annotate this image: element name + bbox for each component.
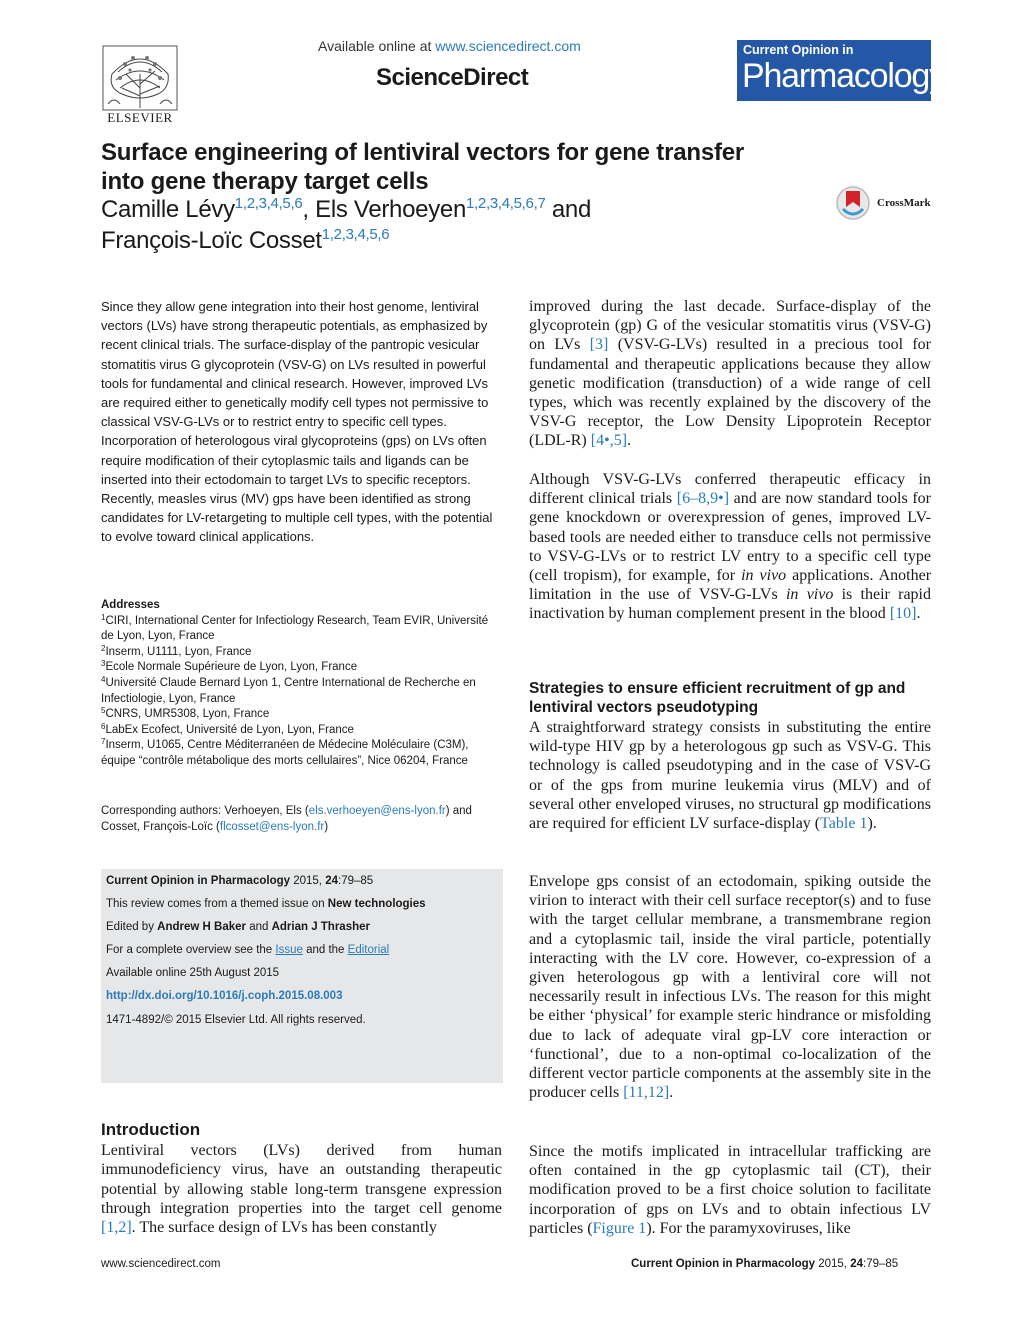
author-name[interactable]: François-Loïc Cosset	[101, 227, 322, 254]
abstract: Since they allow gene integration into their host genome, lentiviral vectors (LVs) have strong therapeutic potentials, as emphasized by recent clinical trials. The surface-display of the pantropic vesicular stomatitis virus G glycoprotein (VSV-G) on LVs resulted in powerful tools for fundamental and clinical research. However, improved LVs are required either to genetically modify cell types not permissive to classical VSV-G-LVs or to restrict entry to specific cell types. Incorporation of heterologous viral glycoproteins (gps) on LVs often require modification of their cytoplasmic tails and ligands can be inserted into their ectodomain to target LVs to specific receptors. Recently, measles virus (MV) gps have been identified as strong candidates for LV-retargeting to multiple cell types, with the potential to evolve toward clinical applications.	[101, 299, 493, 545]
introduction-heading: Introduction	[101, 1120, 201, 1139]
body-paragraph: Although VSV-G-LVs conferred therapeutic efficacy in different clinical trials [6–8,9•] and are now standard tools for gene knockdown or overexpression of genes, improved LV-based tools are needed either to transduce cells not permissive to VSV-G-LVs or to restrict LV entry to a specific cell type (cell tropism), for example, for in vivo applications. Another limitation in the use of VSV-G-LVs in vivo is their rapid inactivation by human complement present in the blood [10].	[529, 471, 932, 623]
author-and: and	[545, 196, 592, 223]
author-affiliations[interactable]: 1,2,3,4,5,6	[234, 195, 303, 212]
citation-link[interactable]: [6–8,9•]	[676, 490, 730, 508]
address-item: $^1$CIRI, International Center for Infectiology Research, Team EVIR, Université de Lyon, Lyon, France	[101, 612, 489, 643]
email-link[interactable]: flcosset@ens-lyon.fr	[219, 821, 325, 833]
journal-banner-top: Current Opinion in	[743, 43, 854, 57]
citation-link[interactable]: [1,2]	[101, 1219, 132, 1237]
corr-mid: ) and Cosset, François-Loïc (	[101, 805, 472, 833]
address-item: $^4$Université Claude Bernard Lyon 1, Centre International de Recherche en Infectiologie, Lyon, France	[101, 674, 476, 705]
citation-link[interactable]: [11,12]	[623, 1084, 670, 1102]
journal-banner[interactable]	[737, 40, 945, 101]
corresponding-authors	[101, 803, 503, 835]
publisher-name: ELSEVIER	[107, 110, 173, 125]
citation-link[interactable]: [4•,5]	[590, 432, 628, 450]
editors-line: Edited by Andrew H Baker and Adrian J Thrasher	[106, 921, 370, 933]
issue-link[interactable]: Issue	[275, 944, 303, 956]
editor-name: Adrian J Thrasher	[271, 921, 370, 933]
address-item: $^2$Inserm, U1111, Lyon, France	[101, 643, 252, 658]
body-paragraph: A straightforward strategy consists in substituting the entire wild-type HIV gp by a heterologous gp such as VSV-G. This technology is called pseudotyping and in the case of VSV-G or of the gps from murine leukemia virus (MLV) and of several other enveloped viruses, no structural gp modifications are required for efficient LV surface-display (Table 1).	[529, 719, 931, 833]
article-info-box	[101, 869, 503, 1083]
citation-link[interactable]: [3]	[589, 336, 609, 354]
address-item: $^5$CNRS, UMR5308, Lyon, France	[101, 706, 270, 721]
journal-banner-title: Pharmacology	[742, 57, 945, 95]
address-item: $^7$Inserm, U1065, Centre Méditerranéen de Médecine Moléculaire (C3M), équipe “contrôle métabolique des morts cellulaires”, Nice 06204, France	[101, 737, 469, 767]
doi-link[interactable]: http://dx.doi.org/10.1016/j.coph.2015.08.003	[106, 990, 343, 1002]
crossmark-label: CrossMark	[877, 197, 931, 209]
editor-name: Andrew H Baker	[157, 921, 246, 933]
available-online	[318, 38, 581, 54]
body-paragraph: improved during the last decade. Surface-display of the glycoprotein (gp) G of the vesicular stomatitis virus (VSV-G) on LVs [3] (VSV-G-LVs) resulted in a precious tool for fundamental and therapeutic applications because they allow genetic modification (transduction) of a wide range of cell types, which was recently explained by the discovery of the VSV-G receptor, the Low Density Lipoprotein Receptor (LDL-R) [4•,5].	[529, 298, 931, 450]
corr-prefix: Corresponding authors: Verhoeyen, Els (	[101, 805, 309, 817]
corr-suffix: )	[324, 821, 329, 833]
table-link[interactable]: Table 1	[820, 815, 868, 833]
doi-line	[106, 990, 342, 1002]
elsevier-logo[interactable]	[100, 44, 180, 126]
sciencedirect-wordmark[interactable]: ScienceDirect	[376, 64, 529, 91]
citation-line: Current Opinion in Pharmacology 2015, 24:79–85	[106, 875, 374, 887]
author-list	[101, 194, 801, 256]
addresses	[101, 598, 503, 770]
crossmark-icon	[835, 185, 871, 221]
footer-site[interactable]: www.sciencedirect.com	[101, 1258, 221, 1270]
introduction-paragraph: Lentiviral vectors (LVs) derived from human immunodeficiency virus, have an outstanding therapeutic potential by allowing stable long-term transgene expression through integration properties into the target cell genome [1,2]. The surface design of LVs has been constantly	[101, 1142, 502, 1237]
email-link[interactable]: els.verhoeyen@ens-lyon.fr	[308, 805, 446, 817]
section-heading: Strategies to ensure efficient recruitment of gp and lentiviral vectors pseudotyping	[529, 680, 906, 716]
author-affiliations[interactable]: 1,2,3,4,5,6	[321, 226, 390, 243]
figure-link[interactable]: Figure 1	[592, 1219, 647, 1237]
article-title: Surface engineering of lentiviral vectors for gene transfer into gene therapy target cells	[101, 139, 745, 195]
citation-link[interactable]: [10]	[889, 605, 917, 623]
addresses-heading: Addresses	[101, 599, 160, 611]
sciencedirect-link[interactable]: www.sciencedirect.com	[435, 38, 581, 54]
editorial-link[interactable]: Editorial	[347, 944, 390, 956]
available-date: Available online 25th August 2015	[106, 967, 280, 979]
overview-line: For a complete overview see the Issue and the Editorial	[106, 944, 390, 956]
body-paragraph: Envelope gps consist of an ectodomain, spiking outside the virion to interact with their cell surface receptor(s) and to fuse with the target cellular membrane, a transmembrane region and a cytoplasmic tail, inside the viral particle, potentially interacting with the LV core. However, co-expression of a given heterologous gp with a lentiviral core will not necessarily result in infectious LVs. The reason for this might be either ‘physical’ for example steric hindrance or misfolding due to lack of adequate viral gp-LV core interaction or ‘functional’, due to a non-optimal co-localization of the different vector particle components at the assembly site in the producer cells [11,12].	[529, 873, 931, 1102]
theme-line: This review comes from a themed issue on New technologies	[106, 898, 426, 910]
address-item: $^6$LabEx Ecofect, Université de Lyon, Lyon, France	[101, 721, 354, 736]
crossmark-badge[interactable]	[835, 185, 935, 221]
theme-name: New technologies	[327, 898, 426, 910]
author-separator: ,	[302, 196, 316, 223]
author-name[interactable]: Els Verhoeyen	[315, 196, 466, 223]
body-paragraph: Since the motifs implicated in intracellular trafficking are often contained in the gp cytoplasmic tail (CT), their modification proved to be a first choice solution to facilitate incorporation of gps on LVs and to obtain infectious LV particles (Figure 1). For the paramyxoviruses, like	[529, 1143, 931, 1237]
citation-journal: Current Opinion in Pharmacology	[106, 875, 291, 887]
address-item: $^3$Ecole Normale Supérieure de Lyon, Lyon, France	[101, 659, 358, 674]
copyright-line: 1471-4892/© 2015 Elsevier Ltd. All rights reserved.	[106, 1014, 366, 1026]
author-affiliations[interactable]: 1,2,3,4,5,6,7	[466, 195, 546, 212]
author-name[interactable]: Camille Lévy	[101, 196, 235, 223]
available-prefix: Available online at	[318, 38, 436, 54]
footer-citation: Current Opinion in Pharmacology 2015, 24:79–85	[631, 1258, 899, 1270]
